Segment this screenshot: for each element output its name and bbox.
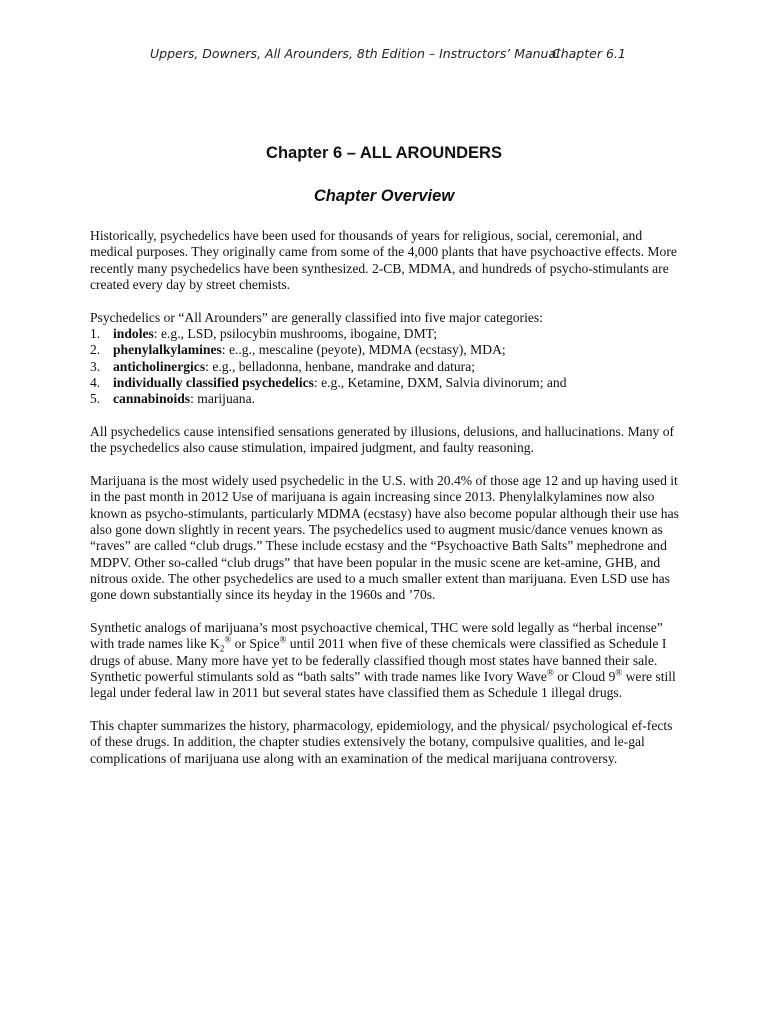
category-item [90,391,682,407]
paragraph-history: Historically, psychedelics have been used for thousands of years for religious, social, ceremonial, and medical purposes. They originally came from some of the 4,000 plants that have psychoactive effects. More recently many psychedelics have been synthesized. 2-CB, MDMA, and hundreds of psycho-stimulants are created every day by street chemists. [90,228,677,292]
body-text [90,228,682,783]
subscript: 2 [219,643,225,654]
paragraph-effects: All psychedelics cause intensified sensations generated by illusions, delusions, and hallucinations. Many of the psychedelics also cause stimulation, impaired judgment, and faulty reasoning. [90,423,675,456]
category-number: 3. [90,358,101,374]
chapter-title: Chapter 6 – ALL AROUNDERS [266,144,502,162]
text-run: Synthetic analogs of marijuana’s most psychoactive chemical, THC were sold legally as “herbal incense” with trade names like K [90,619,663,652]
category-text: : e.g., Ketamine, DXM, Salvia divinorum; and [313,374,567,390]
categories-block [90,310,682,408]
paragraph-synthetics [90,620,682,701]
category-number: 2. [90,342,101,358]
category-number: 5. [90,391,101,407]
registered-mark: ® [615,667,623,678]
category-term: indoles [113,325,154,341]
text-run: or Spice [231,636,280,652]
registered-mark: ® [224,634,232,645]
categories-intro: Psychedelics or “All Arounders” are generally classified into five major categories: [90,309,543,325]
text-run: until 2011 when five of these chemicals were classified as Schedule I drugs of abuse. Many more have yet to be federally classified though most states have banned their sale. Synthetic powerful stimulants sold as “bath salts” with trade names like Ivory Wave [90,636,667,684]
category-number: 1. [90,325,101,341]
text-run: were still legal under federal law in 2011 but several states have classified them as Schedule 1 illegal drugs. [90,668,676,701]
paragraph-summary: This chapter summarizes the history, pharmacology, epidemiology, and the physical/ psychological ef-fects of these drugs. In addition, the chapter studies extensively the botany, compulsive qualities, and le-gal complications of marijuana use along with an examination of the medical marijuana controversy. [90,717,673,766]
category-text: : e.g., LSD, psilocybin mushrooms, ibogaine, DMT; [153,325,437,341]
category-text: : marijuana. [190,391,256,407]
category-term: cannabinoids [113,391,191,407]
running-header [150,46,630,61]
overview-title: Chapter Overview [313,187,455,205]
category-term: phenylalkylamines [113,342,222,358]
category-text: : e..g., mescaline (peyote), MDMA (ecstasy), MDA; [221,342,506,358]
category-text: : e.g., belladonna, henbane, mandrake and datura; [205,358,476,374]
category-item [90,359,682,375]
running-header-title: Uppers, Downers, All Arounders, 8th Edition – Instructors’ Manual [150,46,560,61]
category-item [90,375,682,391]
category-term: anticholinergics [113,358,206,374]
category-term: individually classified psychedelics [113,374,314,390]
registered-mark: ® [279,634,287,645]
category-number: 4. [90,374,101,390]
registered-mark: ® [546,667,554,678]
text-run: or Cloud 9 [553,668,616,684]
paragraph-marijuana: Marijuana is the most widely used psychedelic in the U.S. with 20.4% of those age 12 and up having used it in the past month in 2012 Use of marijuana is again increasing since 2013. Phenylalkylamines now also known as psycho-stimulants, particularly MDMA (ecstasy) have also become popular although their use has also gone down slightly in recent years. The psychedelics used to augment music/dance venues known as “raves” are called “club drugs.” These include ecstasy and the “Psychoactive Bath Salts” mephedrone and MDPV. Other so-called “club drugs” that have been popular in the music scene are ket-amine, GHB, and nitrous oxide. The other psychedelics are used to a much smaller extent than marijuana. Even LSD use has gone down substantially since its heyday in the 1960s and ’70s. [90,473,679,603]
category-item [90,326,682,342]
category-item [90,342,682,358]
running-header-chapter-ref: Chapter 6.1 [552,46,626,61]
